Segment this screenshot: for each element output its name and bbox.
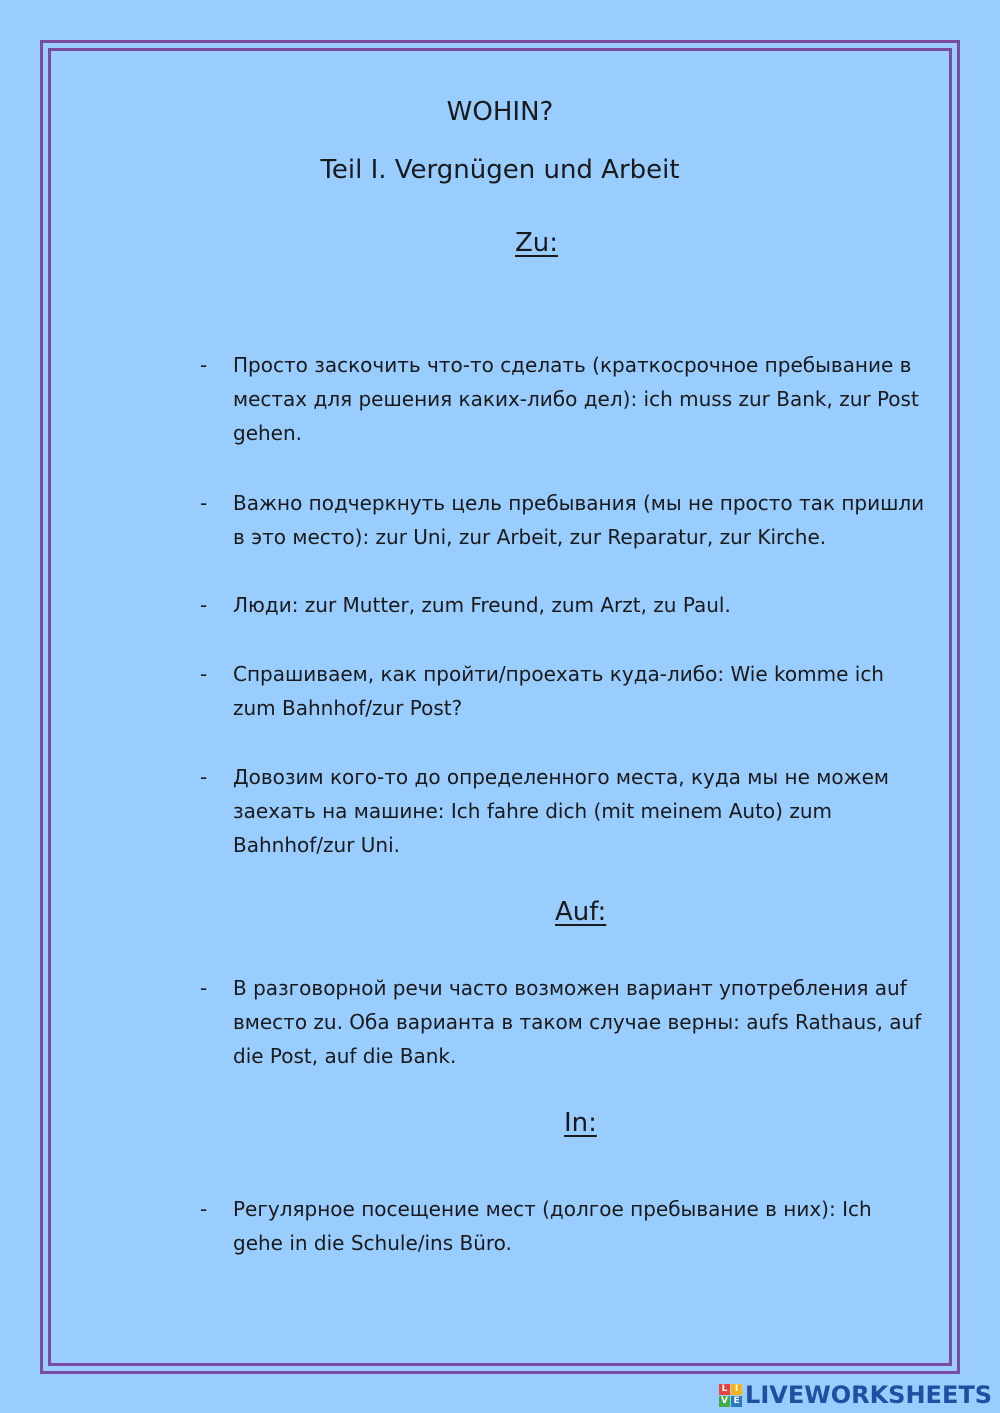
list-item-text: Люди: zur Mutter, zum Freund, zum Arzt, zu Paul.	[233, 593, 731, 617]
logo-letter: I	[731, 1384, 742, 1395]
liveworksheets-logo-icon	[719, 1384, 742, 1407]
list-item	[200, 486, 925, 554]
bullet-dash: -	[200, 491, 208, 515]
logo-letter: V	[719, 1396, 730, 1407]
section-heading-zu: Zu:	[515, 228, 559, 258]
list-item-text: Довозим кого-то до определенного места, куда мы не можем заехать на машине: Ich fahre dich (mit meinem Auto) zum Bahnhof/zur Uni.	[233, 765, 890, 857]
list-item	[200, 348, 925, 450]
bullet-dash: -	[200, 662, 208, 686]
logo-letter: E	[731, 1396, 742, 1407]
list-item-text: Регулярное посещение мест (долгое пребывание в них): Ich gehe in die Schule/ins Büro.	[233, 1197, 872, 1255]
list-item	[200, 657, 925, 725]
bullet-dash: -	[200, 976, 208, 1000]
list-item	[200, 588, 925, 622]
page-title: WOHIN?	[446, 97, 554, 127]
bullet-dash: -	[200, 353, 208, 377]
list-item-text: Важно подчеркнуть цель пребывания (мы не просто так пришли в это место): zur Uni, zur Arbeit, zur Reparatur, zur Kirche.	[233, 491, 925, 549]
list-item-text: Спрашиваем, как пройти/проехать куда-либо: Wie komme ich zum Bahnhof/zur Post?	[233, 662, 884, 720]
bullet-dash: -	[200, 765, 208, 789]
list-item	[200, 1192, 925, 1260]
list-item	[200, 760, 925, 862]
bullet-dash: -	[200, 1197, 208, 1221]
liveworksheets-wordmark: LIVEWORKSHEETS	[745, 1381, 992, 1409]
list-item-text: Просто заскочить что-то сделать (краткосрочное пребывание в местах для решения каких-либо дел): ich muss zur Bank, zur Post gehen.	[233, 353, 919, 445]
section-heading-in: In:	[564, 1108, 597, 1138]
section-heading-auf: Auf:	[555, 897, 607, 927]
page-subtitle: Teil I. Vergnügen und Arbeit	[320, 155, 680, 185]
liveworksheets-watermark	[719, 1381, 992, 1409]
list-item-text: В разговорной речи часто возможен вариант употребления auf вместо zu. Оба варианта в таком случае верны: aufs Rathaus, auf die Post, auf die Bank.	[233, 976, 922, 1068]
logo-letter: L	[719, 1384, 730, 1395]
list-item	[200, 971, 925, 1073]
bullet-dash: -	[200, 593, 208, 617]
